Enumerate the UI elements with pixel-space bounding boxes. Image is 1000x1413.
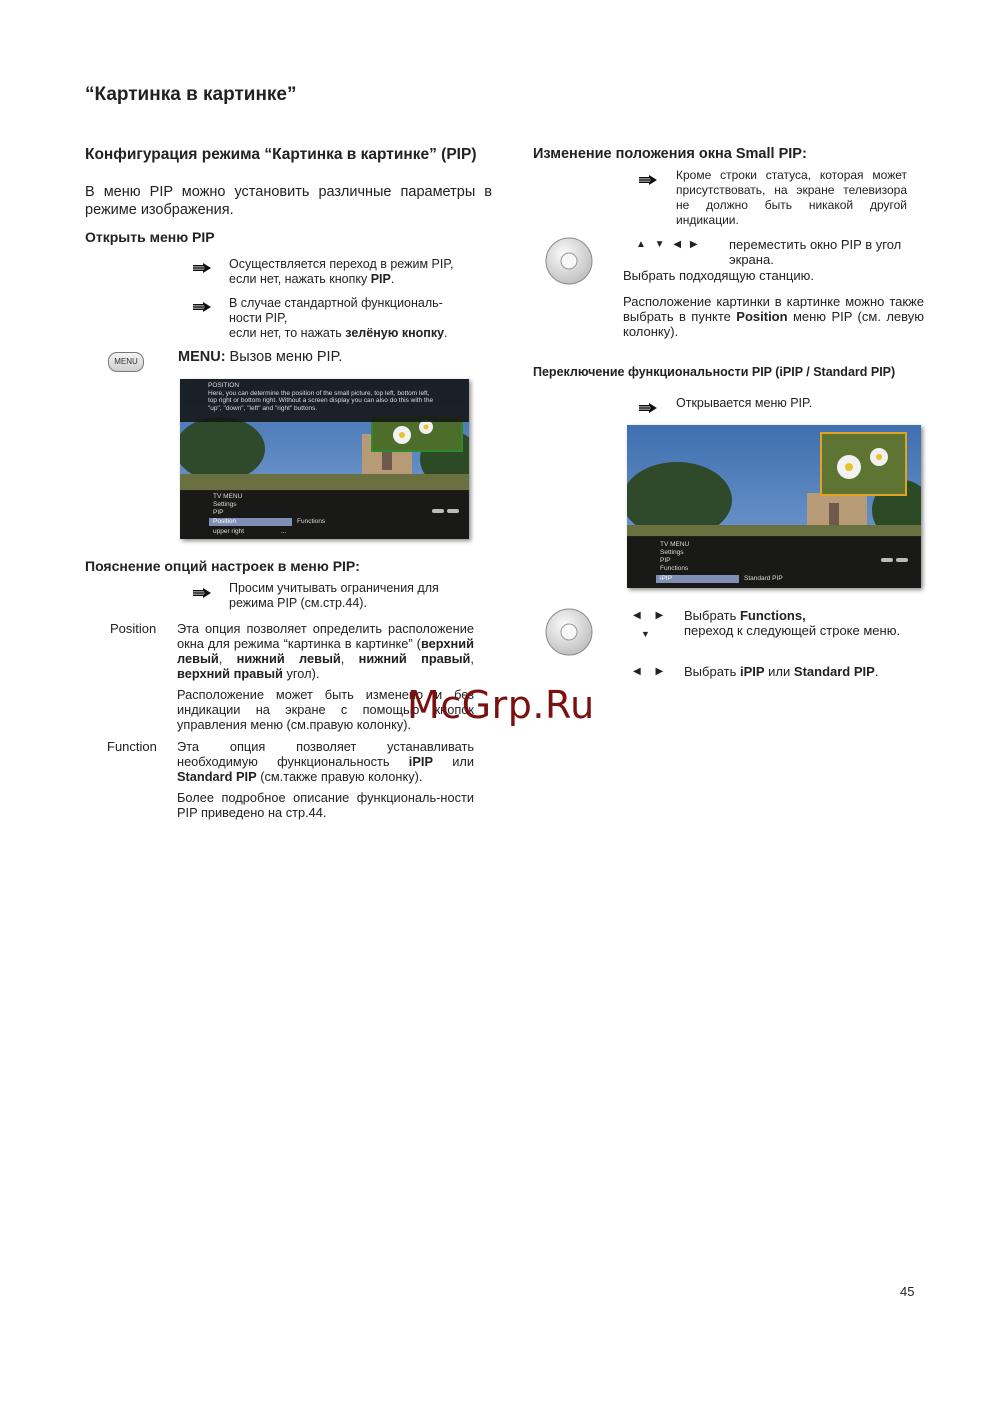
menu-instruction: MENU: Вызов меню PIP.: [178, 349, 343, 365]
option-label-function: Function: [107, 739, 157, 754]
note-pip-mode: Осуществляется переход в режим PIP, если нет, нажать кнопку PIP.: [229, 257, 454, 286]
remote-navigation-knob-icon: [544, 236, 594, 286]
page-number: 45: [900, 1284, 915, 1299]
tv-screenshot-functions: [627, 425, 921, 588]
move-pip-text: переместить окно PIP в угол экрана.: [729, 237, 902, 267]
menu-remote-button-icon: MENU: [108, 352, 144, 372]
osd-tv-menu: TV MENU Settings PIP Position Functions upper right ...: [180, 490, 469, 539]
note-pip-menu-opens: Открывается меню PIP.: [676, 396, 813, 410]
left-right-keys-icon: ◀ ▶: [633, 666, 670, 677]
hand-arrow-icon: [193, 302, 211, 312]
osd-button-indicator: [432, 509, 444, 513]
hand-arrow-icon: [639, 403, 657, 413]
note-standard-pip: В случае стандартной функциональ- ности PIP, если нет, то нажать зелёную кнопку.: [229, 296, 448, 340]
select-station-text: Выбрать подходящую станцию.: [623, 268, 814, 283]
left-right-keys-icon: ◀ ▶: [633, 610, 670, 621]
osd-button-indicator: [896, 558, 908, 562]
options-title: Пояснение опций настроек в меню PIP:: [85, 558, 360, 574]
menu-highlight-position: Position: [209, 518, 292, 526]
select-ipip-text: Выбрать iPIP или Standard PIP.: [684, 664, 879, 679]
note-limitations: Просим учитывать ограничения для режима PIP (см.стр.44).: [229, 581, 439, 610]
watermark: McGrp.Ru: [407, 683, 595, 727]
intro-text: В меню PIP можно установить различные параметры в режиме изображения.: [85, 184, 492, 218]
menu-highlight-ipip: iPIP: [656, 575, 739, 583]
option-position-desc: Эта опция позволяет определить расположение окна для режима “картинка в картинке” (верхний левый, нижний левый, нижний правый, верхний правый угол).: [177, 621, 474, 681]
option-label-position: Position: [110, 621, 157, 636]
arrow-keys-icon: ▲ ▼ ◀ ▶: [636, 239, 701, 250]
down-key-icon: ▼: [641, 629, 650, 639]
position-menu-text: Расположение картинки в картинке можно также выбрать в пункте Position меню PIP (см. левую колонку).: [623, 294, 925, 339]
page-title: “Картинка в картинке”: [85, 84, 297, 105]
remote-navigation-knob-icon: [544, 607, 594, 657]
hand-arrow-icon: [639, 175, 657, 185]
section-title-switch-pip: Переключение функциональности PIP (iPIP / Standard PIP): [533, 365, 896, 379]
section-title-config: Конфигурация режима “Картинка в картинке” (PIP): [85, 146, 477, 163]
hand-arrow-icon: [193, 588, 211, 598]
note-status-line: Кроме строки статуса, которая может присутствовать, на экране телевизора не должно быть никакой другой индикации.: [676, 168, 907, 227]
option-function-desc: Эта опция позволяет устанавливать необходимую функциональность iPIP или Standard PIP (см.также правую колонку).: [177, 739, 474, 784]
select-functions-text: Выбрать Functions, переход к следующей строке меню.: [684, 608, 901, 638]
osd-help-panel: POSITION Here, you can determine the position of the small picture, top left, bottom left, top right or bottom right. Without a screen display you can also do this with the "up", "down", "left" and "right" buttons.: [180, 379, 469, 422]
osd-button-indicator: [881, 558, 893, 562]
hand-arrow-icon: [193, 263, 211, 273]
open-menu-title: Открыть меню PIP: [85, 229, 215, 245]
tv-screenshot-position: [180, 379, 469, 539]
option-function-desc-2: Более подробное описание функциональ-ности PIP приведено на стр.44.: [177, 790, 474, 820]
section-title-move-pip: Изменение положения окна Small PIP:: [533, 146, 807, 162]
osd-button-indicator: [447, 509, 459, 513]
option-position-desc-2: Расположение может быть изменено и без индикации на экране с помощью кнопок управления меню (см.правую колонку).: [177, 687, 474, 732]
osd-tv-menu: TV MENU Settings PIP Functions iPIP Standard PIP: [627, 536, 921, 588]
